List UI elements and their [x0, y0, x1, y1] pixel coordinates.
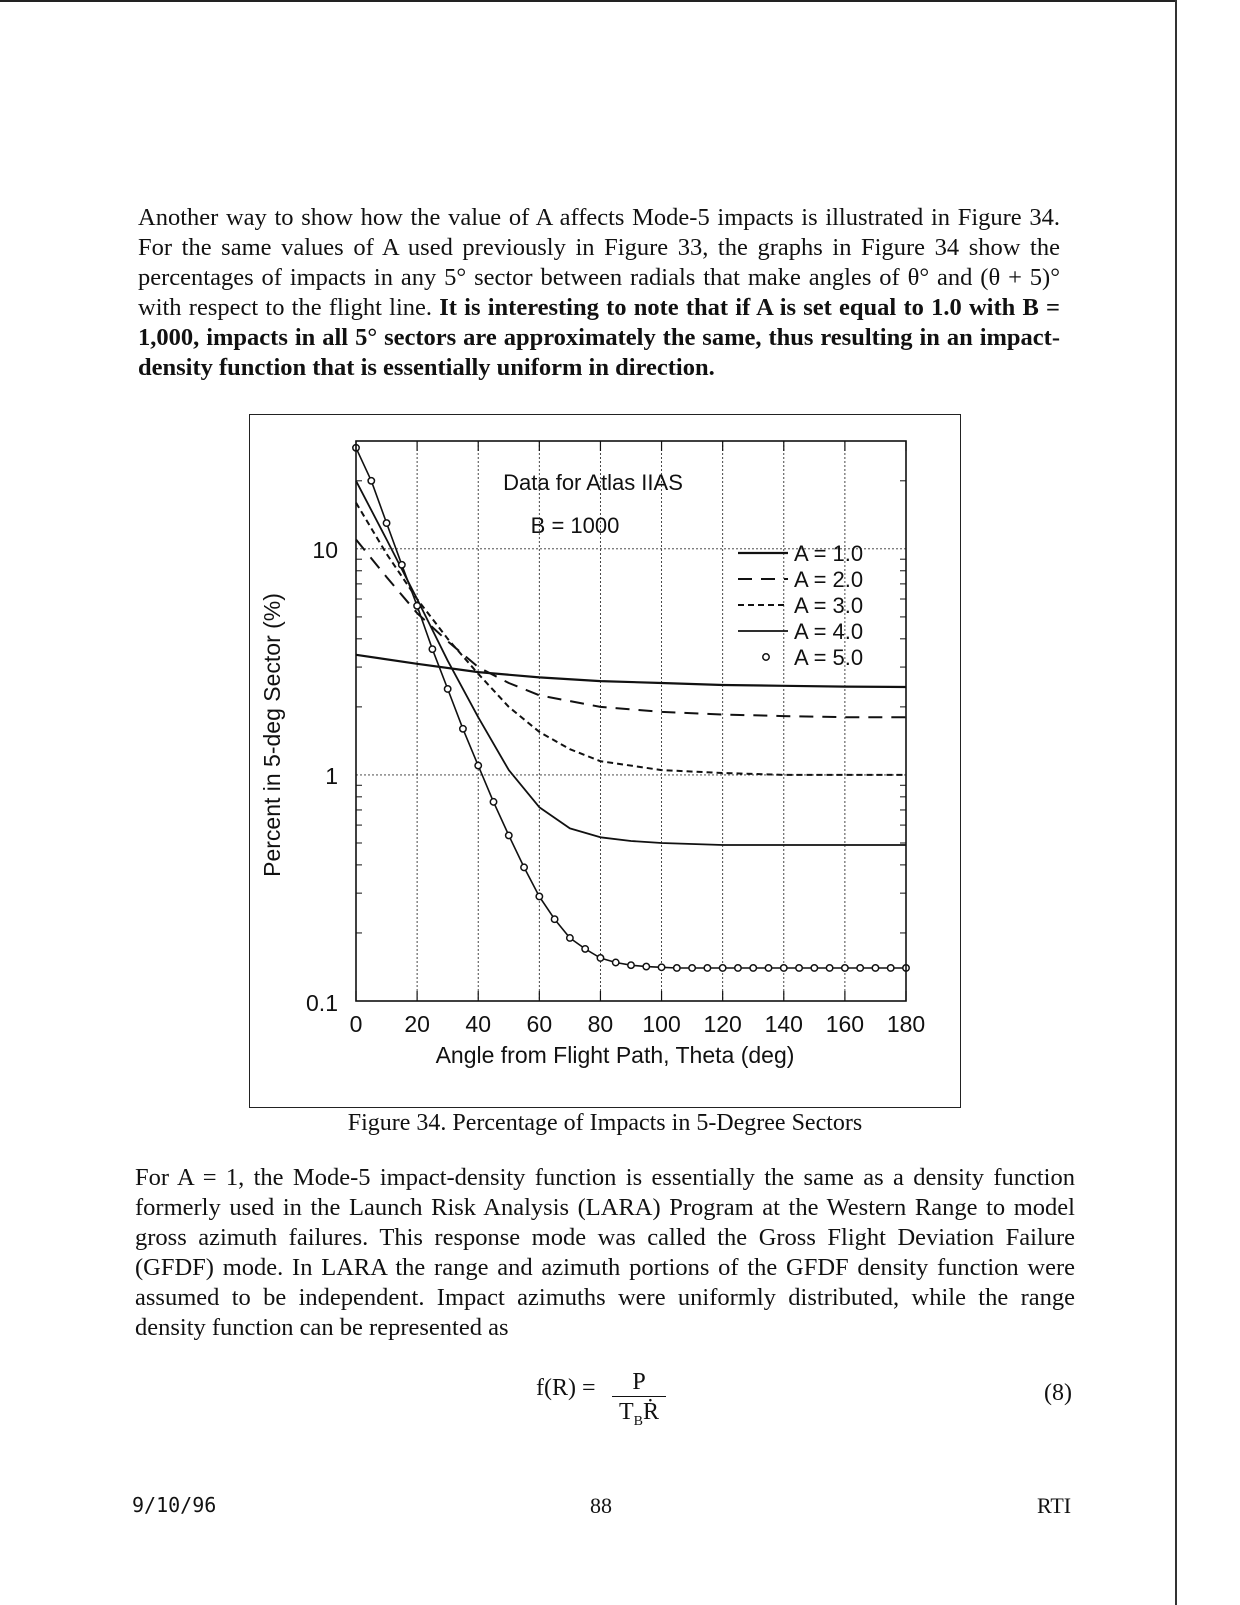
series-point-a5	[597, 955, 603, 961]
x-tick-label: 160	[825, 1011, 865, 1037]
series-point-a5	[857, 965, 863, 971]
series-point-a5	[383, 520, 389, 526]
x-tick-label: 20	[404, 1011, 430, 1037]
series-point-a5	[750, 965, 756, 971]
series-point-a5	[842, 965, 848, 971]
x-tick-label: 0	[349, 1011, 363, 1037]
equation-denominator-base: T	[618, 1399, 634, 1425]
series-point-a5	[674, 965, 680, 971]
legend-entry	[738, 593, 863, 618]
intro-paragraph	[138, 203, 1060, 383]
chart-subtitle: B = 1000	[530, 513, 620, 538]
series-point-a5	[613, 959, 619, 965]
figure-34-frame	[249, 414, 961, 1108]
series-point-a5	[643, 963, 649, 969]
footer-organization: RTI	[1037, 1493, 1072, 1518]
equation-fraction	[612, 1368, 666, 1437]
series-point-a5	[475, 762, 481, 768]
series-point-a5	[460, 726, 466, 732]
series-point-a5	[888, 965, 894, 971]
legend-entry	[738, 567, 863, 592]
series-point-a5	[735, 965, 741, 971]
equation-lhs: f(R) =	[536, 1375, 596, 1401]
x-tick-label: 120	[703, 1011, 742, 1037]
series-point-a5	[704, 965, 710, 971]
series-point-a5	[872, 965, 878, 971]
x-tick-label: 60	[526, 1011, 553, 1037]
legend-label: A = 3.0	[794, 593, 864, 618]
y-axis-label: Percent in 5-deg Sector (%)	[259, 593, 285, 877]
legend-label: A = 5.0	[794, 645, 864, 670]
equation-number: (8)	[1044, 1380, 1072, 1406]
series-point-a5	[689, 965, 695, 971]
series-point-a5	[551, 916, 557, 922]
y-tick-label: 0.1	[306, 990, 338, 1016]
legend-label: A = 1.0	[794, 541, 864, 566]
series-point-a5	[490, 799, 496, 805]
legend-entry	[763, 645, 863, 670]
x-tick-label: 100	[642, 1011, 681, 1037]
x-tick-label: 140	[764, 1011, 803, 1037]
chart-title: Data for Atlas IIAS	[503, 470, 683, 495]
y-tick-label: 10	[312, 536, 338, 563]
footer-date: 9/10/96	[132, 1493, 217, 1517]
footer-page-number: 88	[590, 1493, 612, 1518]
impact-percentage-chart	[250, 415, 959, 1106]
series-point-a5	[536, 893, 542, 899]
x-axis-label: Angle from Flight Path, Theta (deg)	[435, 1042, 795, 1068]
series-point-a5	[796, 965, 802, 971]
equation-denominator-subscript: B	[633, 1413, 643, 1429]
legend-entry	[738, 619, 863, 644]
intro-paragraph-bold: It is interesting to note that if A is set equal to 1.0 with B = 1,000, impacts in all 5° sectors are approximately the same, thus resulting in an impact-density function that is essentially uniform in direction.	[138, 294, 1060, 381]
legend-label: A = 4.0	[794, 619, 864, 644]
series-point-a5	[399, 562, 405, 568]
equation-numerator: P	[612, 1368, 666, 1397]
legend-entry	[738, 541, 863, 566]
x-tick-label: 80	[587, 1011, 614, 1037]
intro-paragraph-normal: Another way to show how the value of A affects Mode-5 impacts is illustrated in Figure 34. For the same values of A used previously in Figure 33, the graphs in Figure 34 show the percentages of impacts in any 5° sector between radials that make angles of θ° and (θ + 5)° with respect to the flight line.	[138, 204, 1060, 321]
series-line-a5	[356, 448, 906, 968]
x-tick-label: 40	[465, 1011, 492, 1037]
figure-caption: Figure 34. Percentage of Impacts in 5-Degree Sectors	[347, 1110, 863, 1136]
x-tick-label: 180	[886, 1011, 926, 1037]
equation-denominator	[612, 1397, 666, 1437]
right-border-line	[1175, 0, 1177, 1605]
series-point-a5	[781, 965, 787, 971]
legend-marker	[763, 654, 769, 660]
series-point-a5	[414, 603, 420, 609]
body-paragraph: For A = 1, the Mode-5 impact-density function is essentially the same as a density function formerly used in the Launch Risk Analysis (LARA) Program at the Western Range to model gross azimuth failures. This response mode was called the Gross Flight Deviation Failure (GFDF) mode. In LARA the range and azimuth portions of the GFDF density function were assumed to be independent. Impact azimuths were uniformly distributed, while the range density function can be represented as	[135, 1164, 1075, 1341]
top-border-line	[0, 0, 1175, 2]
series-point-a5	[582, 946, 588, 952]
legend-label: A = 2.0	[794, 567, 864, 592]
y-tick-label: 1	[325, 762, 338, 789]
series-point-a5	[765, 965, 771, 971]
series-point-a5	[368, 478, 374, 484]
series-point-a5	[719, 965, 725, 971]
series-point-a5	[658, 964, 664, 970]
series-point-a5	[567, 935, 573, 941]
series-point-a5	[811, 965, 817, 971]
series-point-a5	[444, 686, 450, 692]
series-point-a5	[506, 832, 512, 838]
plot-frame	[356, 441, 906, 1001]
series-point-a5	[521, 864, 527, 870]
equation-denominator-tail: Ṙ	[643, 1399, 660, 1425]
series-point-a5	[628, 962, 634, 968]
series-point-a5	[826, 965, 832, 971]
series-point-a5	[429, 646, 435, 652]
